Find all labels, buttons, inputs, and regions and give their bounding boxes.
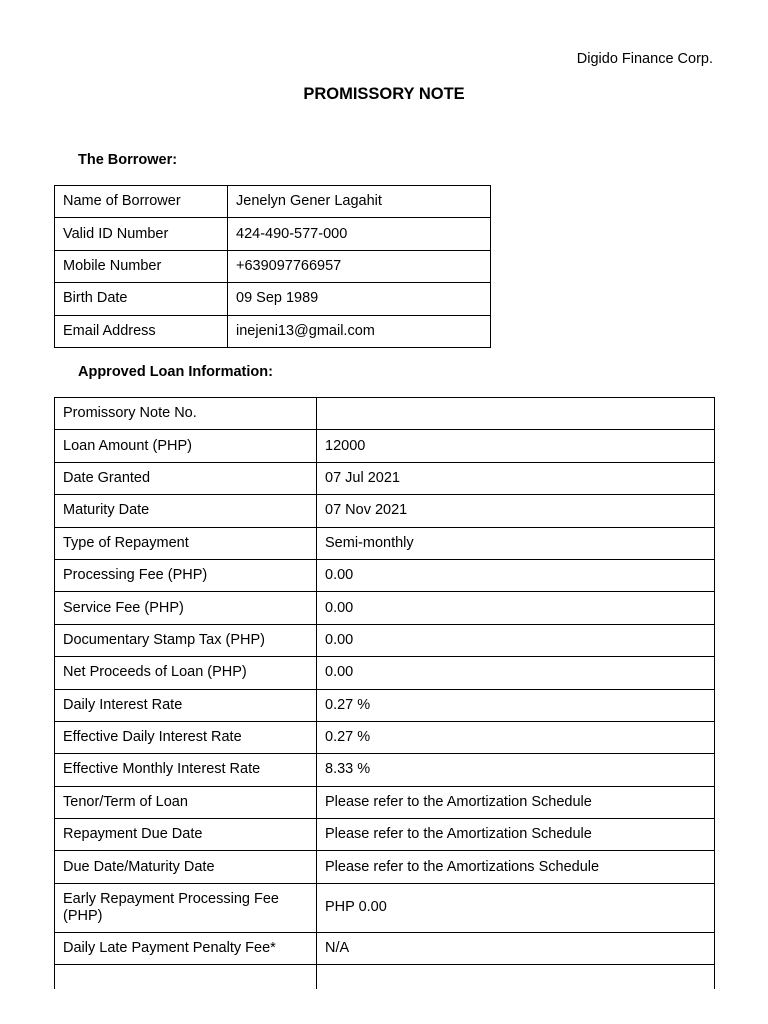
net-proceeds-label: Net Proceeds of Loan (PHP) xyxy=(55,657,317,689)
loan-term-value: Please refer to the Amortization Schedule xyxy=(317,786,715,818)
service-fee-value: 0.00 xyxy=(317,592,715,624)
stamp-tax-value: 0.00 xyxy=(317,624,715,656)
loan-amount-value: 12000 xyxy=(317,430,715,462)
stamp-tax-label: Documentary Stamp Tax (PHP) xyxy=(55,624,317,656)
repayment-due-date-value: Please refer to the Amortization Schedule xyxy=(317,819,715,851)
processing-fee-value: 0.00 xyxy=(317,559,715,591)
borrower-name-value: Jenelyn Gener Lagahit xyxy=(228,186,491,218)
effective-daily-rate-label: Effective Daily Interest Rate xyxy=(55,721,317,753)
effective-monthly-rate-value: 8.33 % xyxy=(317,754,715,786)
date-granted-label: Date Granted xyxy=(55,462,317,494)
loan-info-heading: Approved Loan Information: xyxy=(78,364,273,380)
company-name: Digido Finance Corp. xyxy=(576,51,713,67)
valid-id-value: 424-490-577-000 xyxy=(228,218,491,250)
promissory-note-no-label: Promissory Note No. xyxy=(55,398,317,430)
table-row xyxy=(55,495,715,527)
table-row xyxy=(55,398,715,430)
table-row xyxy=(55,315,491,347)
borrower-name-label: Name of Borrower xyxy=(55,186,228,218)
due-maturity-date-label: Due Date/Maturity Date xyxy=(55,851,317,883)
service-fee-label: Service Fee (PHP) xyxy=(55,592,317,624)
table-row xyxy=(55,689,715,721)
valid-id-label: Valid ID Number xyxy=(55,218,228,250)
effective-daily-rate-value: 0.27 % xyxy=(317,721,715,753)
loan-info-table xyxy=(54,397,715,989)
table-row xyxy=(55,657,715,689)
table-row xyxy=(55,786,715,818)
table-row xyxy=(55,430,715,462)
due-maturity-date-value: Please refer to the Amortizations Schedule xyxy=(317,851,715,883)
late-penalty-fee-label: Daily Late Payment Penalty Fee* xyxy=(55,932,317,964)
effective-monthly-rate-label: Effective Monthly Interest Rate xyxy=(55,754,317,786)
daily-interest-rate-value: 0.27 % xyxy=(317,689,715,721)
loan-term-label: Tenor/Term of Loan xyxy=(55,786,317,818)
repayment-due-date-label: Repayment Due Date xyxy=(55,819,317,851)
birth-date-label: Birth Date xyxy=(55,283,228,315)
table-row xyxy=(55,932,715,964)
table-row xyxy=(55,186,491,218)
email-address-value: inejeni13@gmail.com xyxy=(228,315,491,347)
table-row xyxy=(55,883,715,932)
repayment-type-value: Semi-monthly xyxy=(317,527,715,559)
table-row xyxy=(55,527,715,559)
email-address-label: Email Address xyxy=(55,315,228,347)
mobile-number-label: Mobile Number xyxy=(55,250,228,282)
table-row xyxy=(55,819,715,851)
table-row xyxy=(55,283,491,315)
maturity-date-label: Maturity Date xyxy=(55,495,317,527)
daily-interest-rate-label: Daily Interest Rate xyxy=(55,689,317,721)
table-row xyxy=(55,754,715,786)
table-row xyxy=(55,559,715,591)
borrower-table xyxy=(54,185,491,348)
net-proceeds-value: 0.00 xyxy=(317,657,715,689)
processing-fee-label: Processing Fee (PHP) xyxy=(55,559,317,591)
date-granted-value: 07 Jul 2021 xyxy=(317,462,715,494)
document-title: PROMISSORY NOTE xyxy=(303,85,465,103)
late-penalty-fee-value: N/A xyxy=(317,932,715,964)
table-row xyxy=(55,965,715,990)
borrower-heading: The Borrower: xyxy=(78,152,178,168)
mobile-number-value: +639097766957 xyxy=(228,250,491,282)
repayment-type-label: Type of Repayment xyxy=(55,527,317,559)
table-row xyxy=(55,851,715,883)
table-row xyxy=(55,721,715,753)
cut-off-row-value xyxy=(317,965,715,990)
birth-date-value: 09 Sep 1989 xyxy=(228,283,491,315)
table-row xyxy=(55,592,715,624)
loan-amount-label: Loan Amount (PHP) xyxy=(55,430,317,462)
maturity-date-value: 07 Nov 2021 xyxy=(317,495,715,527)
early-repayment-fee-label: Early Repayment Processing Fee (PHP) xyxy=(55,883,317,932)
table-row xyxy=(55,624,715,656)
cut-off-row-label xyxy=(55,965,317,990)
table-row xyxy=(55,462,715,494)
table-row xyxy=(55,218,491,250)
table-row xyxy=(55,250,491,282)
promissory-note-no-value xyxy=(317,398,715,430)
early-repayment-fee-value: PHP 0.00 xyxy=(317,883,715,932)
